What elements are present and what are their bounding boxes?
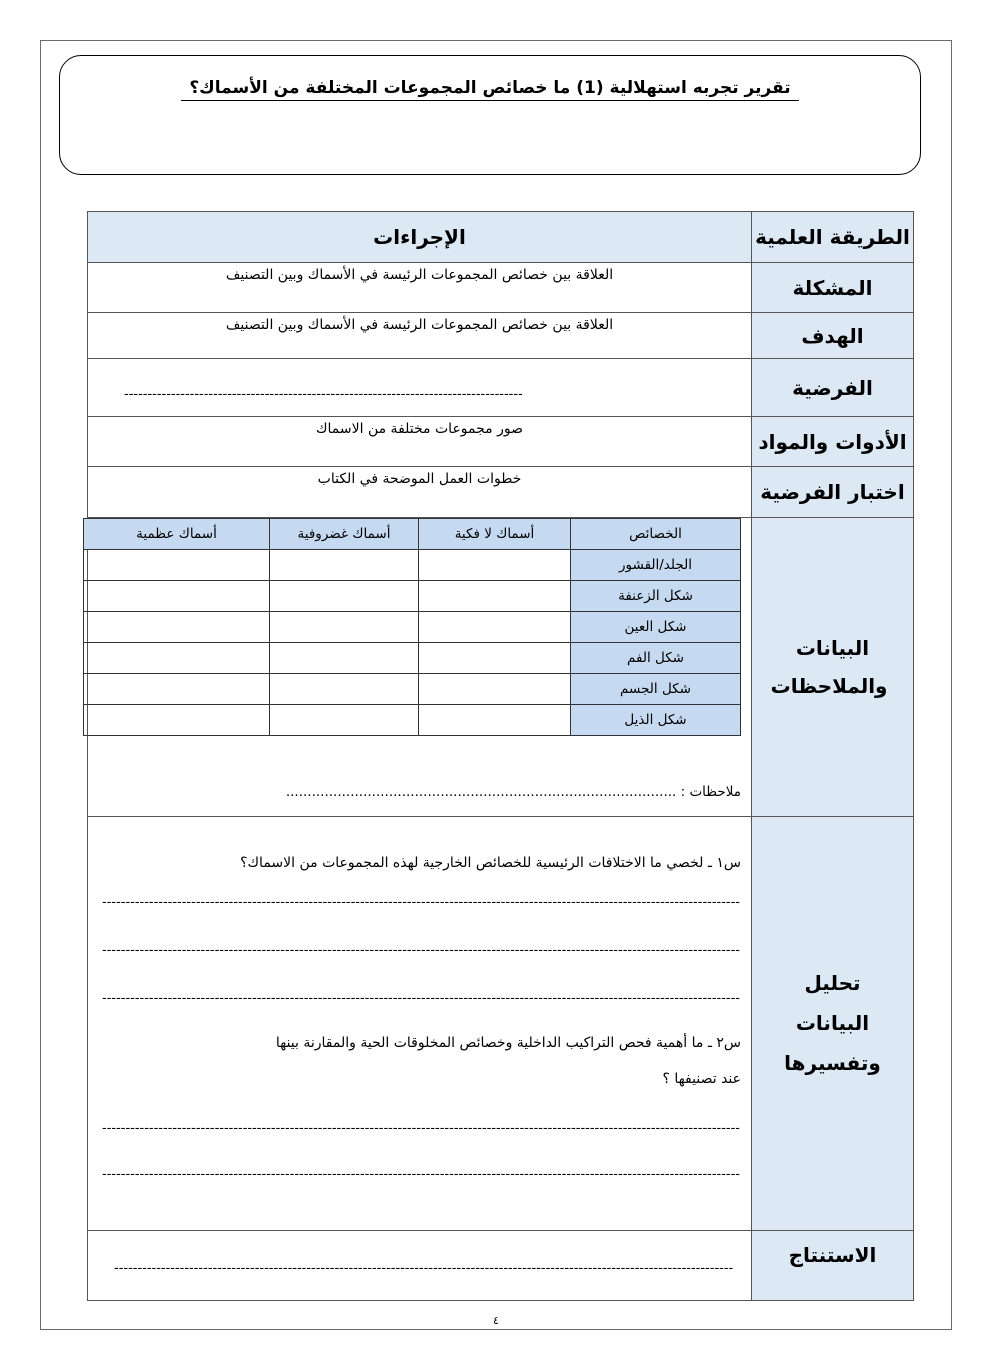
hypothesis-content xyxy=(88,359,752,417)
table-cell[interactable] xyxy=(270,704,419,735)
question-2: س٢ ـ ما أهمية فحص التراكيب الداخلية وخصائص المخلوقات الحية والمقارنة بينها xyxy=(275,1035,741,1052)
feature-cell: الجلد/القشور xyxy=(571,549,741,580)
table-cell[interactable] xyxy=(419,549,571,580)
notes-line: ملاحظات : ........................................................................................... xyxy=(285,784,741,801)
title-text: تقرير تجربه استهلالية (1) ما خصائص المجموعات المختلفة من الأسماك؟ xyxy=(181,78,798,101)
table-row xyxy=(88,313,914,359)
table-cell[interactable] xyxy=(270,580,419,611)
table-cell[interactable] xyxy=(270,611,419,642)
table-header-row xyxy=(88,212,914,263)
table-row xyxy=(88,263,914,313)
tools-label: الأدوات والمواد xyxy=(752,417,914,467)
conclusion-row xyxy=(88,1230,914,1300)
test-content: خطوات العمل الموضحة في الكتاب xyxy=(88,467,752,517)
table-row xyxy=(84,611,741,642)
table-cell[interactable] xyxy=(419,704,571,735)
feature-cell: شكل الجسم xyxy=(571,673,741,704)
table-row xyxy=(84,580,741,611)
analysis-label-text: تحليل البيانات وتفسيرها xyxy=(784,971,881,1076)
conclusion-line[interactable]: ------------------------------------------------------------------------------------------------------------------------------------ xyxy=(114,1260,734,1275)
feature-cell: شكل العين xyxy=(571,611,741,642)
answer-line[interactable]: ---------------------------------------------------------------------------------------------------------------------------------------- xyxy=(102,943,740,958)
conclusion-label: الاستنتاج xyxy=(752,1230,914,1300)
analysis-cell xyxy=(88,817,752,1231)
table-row xyxy=(88,467,914,517)
table-cell[interactable] xyxy=(84,673,270,704)
table-row xyxy=(84,642,741,673)
table-cell[interactable] xyxy=(270,642,419,673)
hypothesis-label: الفرضية xyxy=(752,359,914,417)
table-cell[interactable] xyxy=(84,704,270,735)
data-label-text: البيانات والملاحظات xyxy=(770,635,888,698)
analysis-label xyxy=(752,817,914,1231)
table-cell[interactable] xyxy=(84,611,270,642)
answer-line[interactable]: ---------------------------------------------------------------------------------------------------------------------------------------- xyxy=(102,895,740,910)
data-label xyxy=(752,517,914,817)
col-header-cartilaginous: أسماك غضروفية xyxy=(270,518,419,549)
procedures-header: الإجراءات xyxy=(88,212,752,263)
table-cell[interactable] xyxy=(84,642,270,673)
feature-cell: شكل الفم xyxy=(571,642,741,673)
hypothesis-dash-line: ------------------------------------------------------------------------------------- xyxy=(124,387,523,403)
analysis-row xyxy=(88,817,914,1231)
characteristics-table xyxy=(83,518,741,736)
answer-line[interactable]: ---------------------------------------------------------------------------------------------------------------------------------------- xyxy=(102,991,740,1006)
data-cell xyxy=(88,517,752,817)
goal-content: العلاقة بين خصائص المجموعات الرئيسة في الأسماك وبين التصنيف xyxy=(88,313,752,359)
problem-label: المشكلة xyxy=(752,263,914,313)
table-row xyxy=(88,417,914,467)
table-cell[interactable] xyxy=(419,611,571,642)
table-row xyxy=(84,673,741,704)
col-header-bony: أسماك عظمية xyxy=(84,518,270,549)
tools-content: صور مجموعات مختلفة من الاسماك xyxy=(88,417,752,467)
feature-cell: شكل الزعنفة xyxy=(571,580,741,611)
goal-label: الهدف xyxy=(752,313,914,359)
test-label: اختبار الفرضية xyxy=(752,467,914,517)
feature-cell: شكل الذيل xyxy=(571,704,741,735)
table-cell[interactable] xyxy=(84,580,270,611)
table-cell[interactable] xyxy=(84,549,270,580)
problem-content: العلاقة بين خصائص المجموعات الرئيسة في الأسماك وبين التصنيف xyxy=(88,263,752,313)
page-number: ٤ xyxy=(493,1314,499,1327)
table-cell[interactable] xyxy=(419,642,571,673)
answer-line[interactable]: ---------------------------------------------------------------------------------------------------------------------------------------- xyxy=(102,1121,740,1136)
col-header-features: الخصائص xyxy=(571,518,741,549)
table-row xyxy=(88,359,914,417)
question-1: س١ ـ لخصي ما الاختلافات الرئيسية للخصائص الخارجية لهذه المجموعات من الاسماك؟ xyxy=(240,855,741,872)
table-cell[interactable] xyxy=(270,673,419,704)
col-header-jawless: أسماك لا فكية xyxy=(419,518,571,549)
method-header: الطريقة العلمية xyxy=(752,212,914,263)
title-box xyxy=(59,55,921,175)
report-table xyxy=(87,211,914,1301)
question-2-continued: عند تصنيفها ؟ xyxy=(662,1071,741,1088)
table-cell[interactable] xyxy=(270,549,419,580)
answer-line[interactable]: ---------------------------------------------------------------------------------------------------------------------------------------- xyxy=(102,1167,740,1182)
conclusion-cell xyxy=(88,1230,752,1300)
table-row xyxy=(84,549,741,580)
table-row xyxy=(84,704,741,735)
table-cell[interactable] xyxy=(419,673,571,704)
data-row xyxy=(88,517,914,817)
table-cell[interactable] xyxy=(419,580,571,611)
page-title xyxy=(60,78,920,101)
